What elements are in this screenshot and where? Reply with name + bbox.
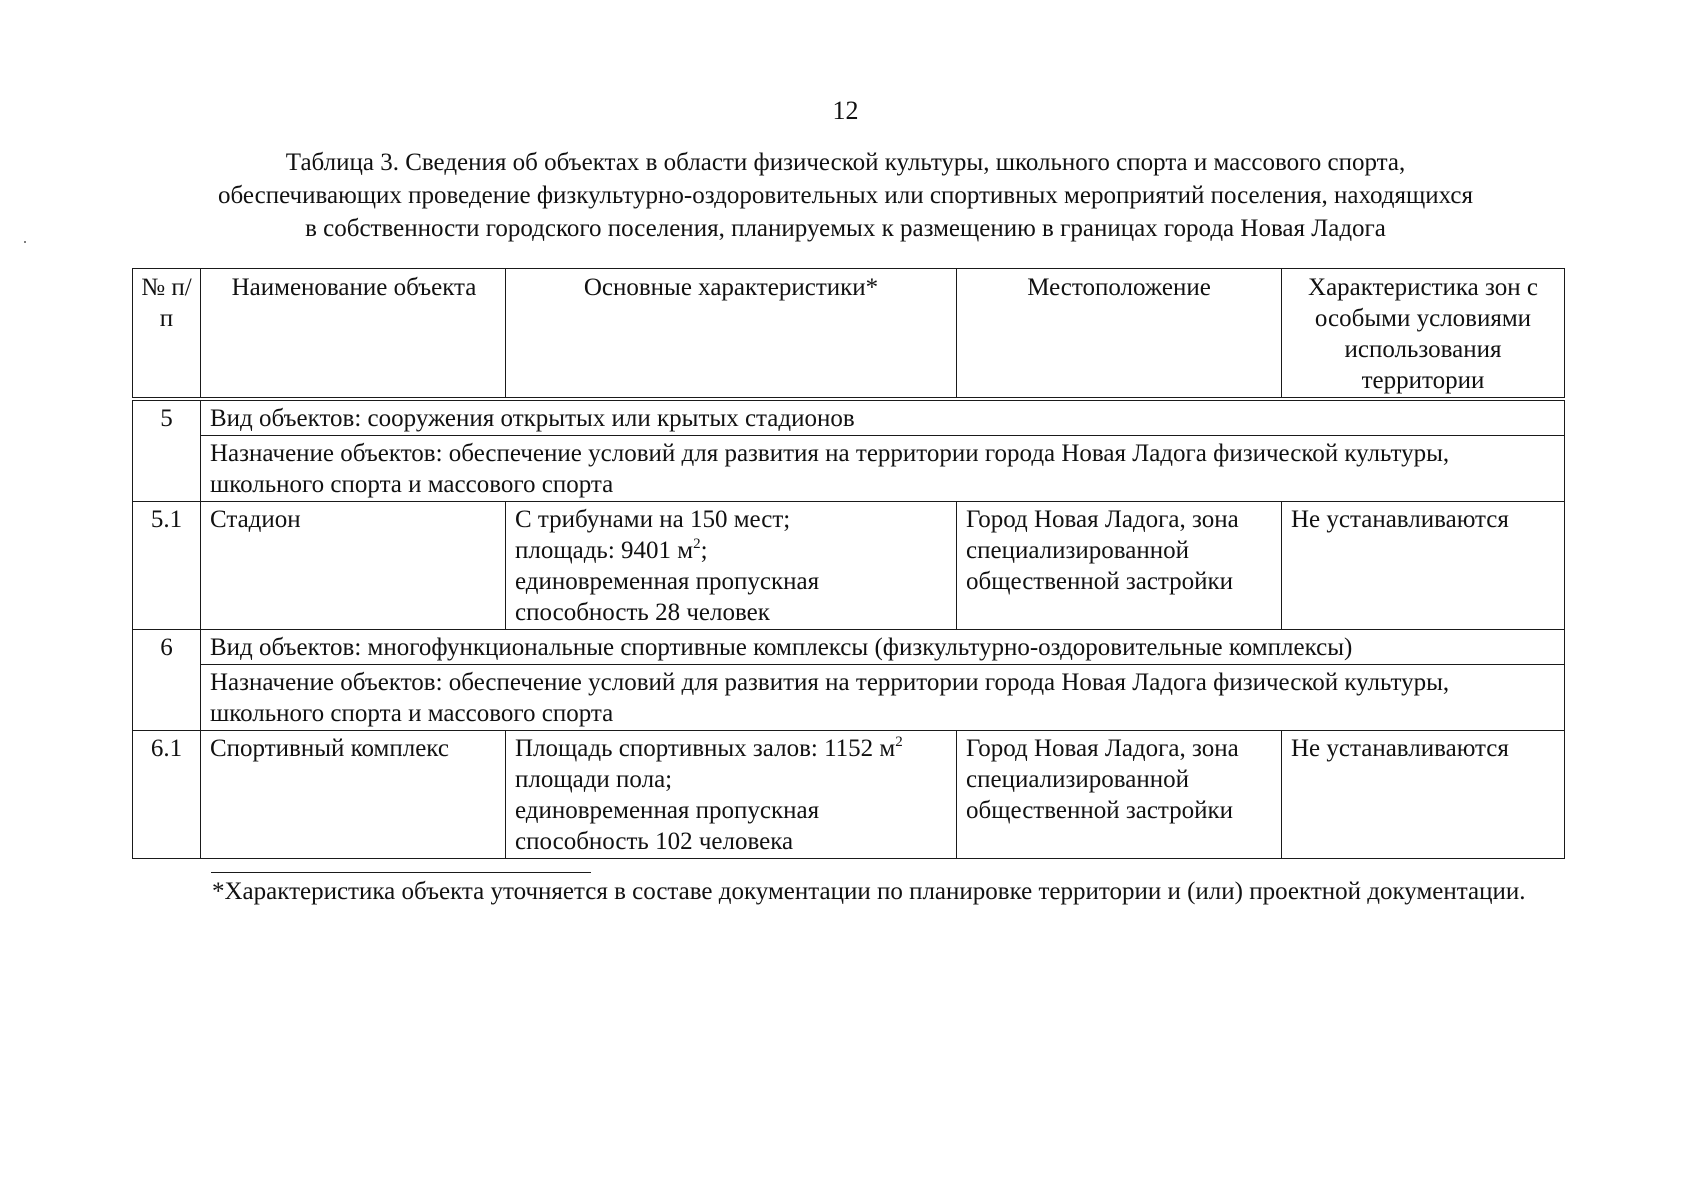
characteristics-line xyxy=(515,535,947,566)
characteristics-line: единовременная пропускная способность 28 человек xyxy=(515,568,820,626)
scan-speck xyxy=(24,241,26,243)
caption-line: в собственности городского поселения, планируемых к размещению в границах города Новая Ладога xyxy=(305,215,1386,242)
punctuation: ; xyxy=(700,537,708,564)
item-number: 6.1 xyxy=(133,731,201,859)
table-caption xyxy=(100,146,1591,245)
footnote: *Характеристика объекта уточняется в составе документации по планировке территории и (или) проектной документации. xyxy=(212,878,1526,905)
item-location: Город Новая Ладога, зона специализированной общественной застройки xyxy=(957,502,1282,630)
footnote-divider xyxy=(211,872,591,873)
caption-line: Таблица 3. Сведения об объектах в области физической культуры, школьного спорта и массового спорта, xyxy=(285,149,1406,176)
group-number: 5 xyxy=(133,399,201,502)
page-number: 12 xyxy=(832,96,859,125)
item-characteristics xyxy=(506,731,957,859)
characteristics-line: С трибунами на 150 мест; xyxy=(515,506,791,533)
item-name: Стадион xyxy=(201,502,506,630)
item-number: 5.1 xyxy=(133,502,201,630)
header-zones: Характеристика зон с особыми условиями использования территории xyxy=(1282,269,1565,400)
group-number: 6 xyxy=(133,630,201,731)
group-type: Вид объектов: многофункциональные спортивные комплексы (физкультурно-оздоровительные комплексы) xyxy=(201,630,1565,665)
item-characteristics xyxy=(506,502,957,630)
table-row xyxy=(133,630,1565,665)
table-row xyxy=(133,731,1565,859)
item-zones: Не устанавливаются xyxy=(1282,731,1565,859)
item-location: Город Новая Ладога, зона специализированной общественной застройки xyxy=(957,731,1282,859)
characteristics-line: единовременная пропускная способность 102 человека xyxy=(515,797,820,855)
area-text: Площадь спортивных залов: 1152 м xyxy=(515,735,896,762)
table-header-row xyxy=(133,269,1565,400)
item-zones: Не устанавливаются xyxy=(1282,502,1565,630)
area-suffix: площади пола; xyxy=(515,766,673,793)
item-name: Спортивный комплекс xyxy=(201,731,506,859)
table-row xyxy=(133,399,1565,436)
objects-table xyxy=(132,268,1565,859)
superscript: 2 xyxy=(895,734,903,750)
caption-line: обеспечивающих проведение физкультурно-оздоровительных или спортивных мероприятий поселения, находящихся xyxy=(217,182,1473,209)
group-purpose: Назначение объектов: обеспечение условий для развития на территории города Новая Ладога физической культуры, школьного спорта и массового спорта xyxy=(201,436,1565,502)
header-location: Местоположение xyxy=(957,269,1282,400)
group-type: Вид объектов: сооружения открытых или крытых стадионов xyxy=(201,399,1565,436)
header-num: № п/п xyxy=(133,269,201,400)
area-text: площадь: 9401 м xyxy=(515,537,694,564)
table-row xyxy=(133,502,1565,630)
table-row xyxy=(133,436,1565,502)
header-name: Наименование объекта xyxy=(201,269,506,400)
characteristics-line xyxy=(515,733,947,795)
header-characteristics: Основные характеристики* xyxy=(506,269,957,400)
group-purpose: Назначение объектов: обеспечение условий для развития на территории города Новая Ладога физической культуры, школьного спорта и массового спорта xyxy=(201,665,1565,731)
superscript: 2 xyxy=(693,536,701,552)
table-row xyxy=(133,665,1565,731)
